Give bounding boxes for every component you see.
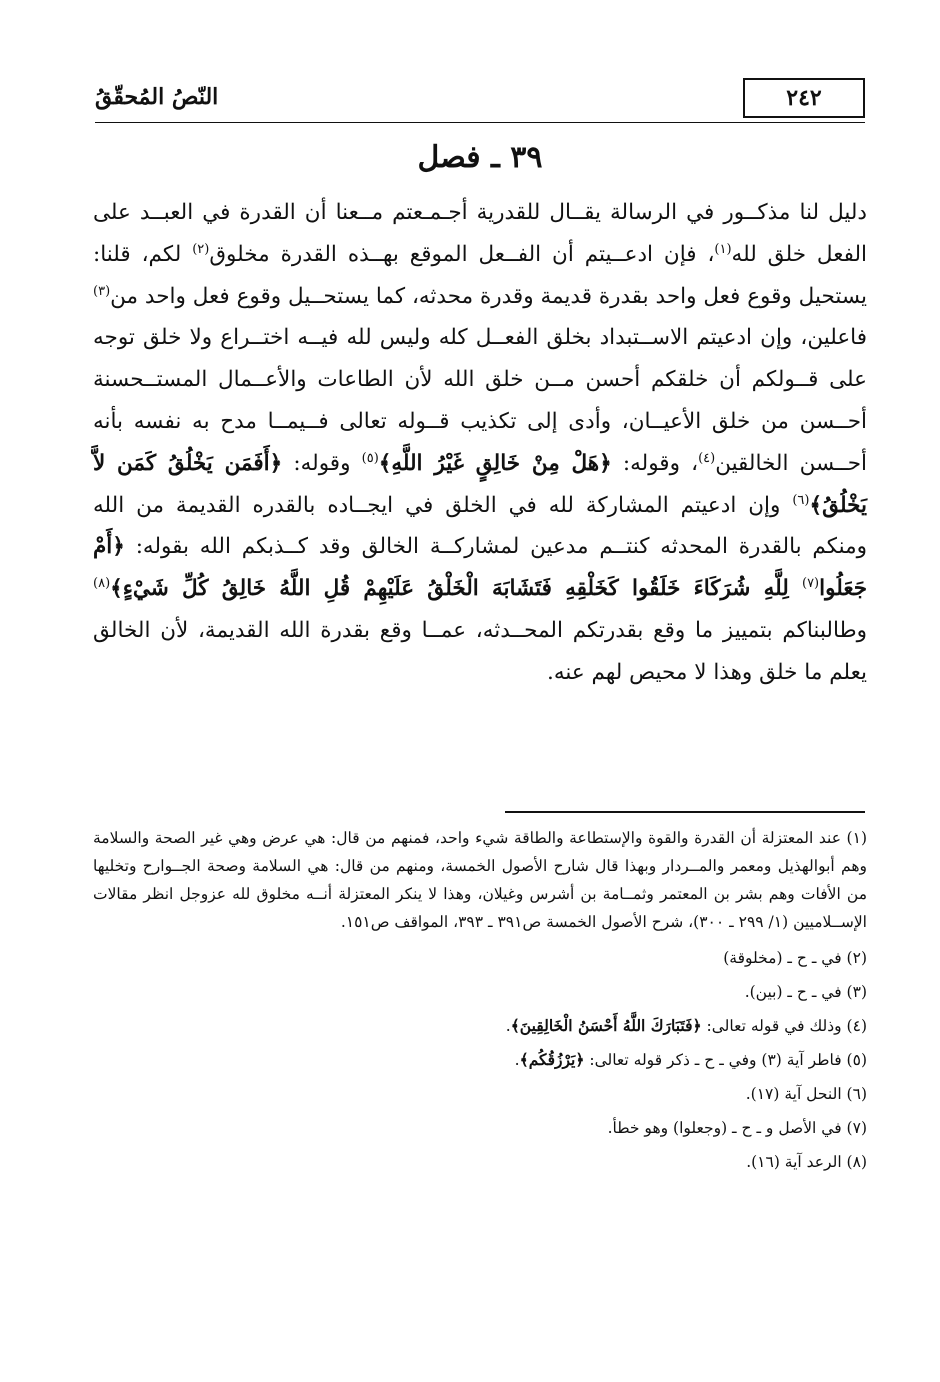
body-text: دليل لنا مذكــور في الرسالة يقــال للقدرية أجـمـعتم مــعنا أن القدرة في العبــد على الفعل خلق لله	[93, 200, 867, 267]
footnote-4	[93, 1012, 867, 1040]
footnote-6: (٦) النحل آية (١٧).	[745, 1085, 867, 1103]
footnote-ref: (٢)	[192, 241, 210, 257]
chapter-title: ٣٩ ـ فصل	[417, 140, 543, 175]
footnote-8: (٨) الرعد آية (١٦).	[746, 1153, 867, 1171]
running-title: النّصُ المُحقّقُ	[95, 84, 219, 110]
body-text: وطالبناكم بتمييز ما وقع بقدرتكم المحــدثه، عمــا وقع بقدرة الله القديمة، لأن الخالق يعلم ما خلق وهذا لا محيص لهم عنه.	[93, 617, 867, 685]
footnote-ref: (٦)	[792, 492, 810, 508]
footnote-ref: (٧)	[801, 576, 820, 592]
footnotes	[93, 824, 867, 1182]
footnote-7: (٧) في الأصل و ـ ح ـ (وجعلوا) وهو خطأ.	[607, 1119, 867, 1137]
footnote-ref: (٨)	[93, 576, 111, 592]
body-text: ، وقوله:	[611, 450, 699, 476]
quran-quote: ﴿أَفَمَن يَخْلُقُ كَمَن لاَّ يَخْلُقُ﴾	[93, 450, 867, 518]
body-paragraph	[93, 192, 867, 694]
footnote-3: (٣) في ـ ح ـ (بين).	[744, 983, 867, 1001]
body-text: وقوله:	[282, 450, 362, 476]
body-text: فاعلين، وإن ادعيتم الاســتبداد بخلق الفعــل كله وليس لله فيــه اختــراع ولا خلق توجه على قــولكم أن خلقكم أحسن مــن خلق الله لأن الطاعات والأعــمال المستــحسنة أحــسن من خلق الأعيــان، وأدى إلى تكذيب قــوله تعالى فــيمــا مدح به نفسه بأنه أحــسن الخالقين	[93, 325, 867, 476]
footnote-ref: (١)	[714, 241, 732, 257]
quran-quote: ﴿هَلْ مِنْ خَالِقٍ غَيْرُ اللَّهِ﴾	[378, 450, 612, 476]
quran-quote: ﴿أَمْ جَعَلُوا	[93, 534, 867, 602]
header-rule	[95, 122, 865, 123]
footnote-5	[93, 1046, 867, 1074]
footnote-text: (٥) فاطر آية (٣) وفي ـ ح ـ ذكر قوله تعالى:	[584, 1051, 867, 1069]
quran-quote: ﴿يَرْزُقُكُم﴾	[519, 1050, 585, 1069]
footnote-ref: (٣)	[93, 283, 111, 299]
body-text: لكم، قلنا: يستحيل وقوع فعل واحد بقدرة قديمة وقدرة محدثه، كما يستحــيل وقوع فعل واحد من	[93, 241, 867, 309]
quran-quote: ﴿فَتَبَارَكَ اللَّهُ أَحْسَنُ الْخَالِقِينَ﴾	[510, 1016, 702, 1035]
page-number: ٢٤٢	[743, 78, 865, 118]
footnote-2: (٢) في ـ ح ـ (مخلوقة)	[723, 949, 867, 967]
footnote-separator	[505, 811, 865, 813]
footnote-text: .	[505, 1017, 511, 1035]
footnote-text: (٤) وذلك في قوله تعالى:	[701, 1017, 867, 1035]
body-text: ، فإن ادعــيتم أن الفــعل الموقع بهــذه القدرة مخلوق	[209, 241, 715, 267]
running-head	[95, 78, 865, 126]
footnote-text: .	[514, 1051, 520, 1069]
quran-quote: لِلَّهِ شُرَكَاءَ خَلَقُوا كَخَلْقِهِ فَتَشَابَهَ الْخَلْقُ عَلَيْهِمْ قُلِ اللَّهُ خَالِقُ كُلِّ شَيْءٍ﴾	[110, 576, 802, 602]
body-text: وإن ادعيتم المشاركة لله في الخلق في ايجــاده بالقدره القديمة من الله ومنكم بالقدرة المحدثه كنتــم مدعين لمشاركــة الخالق وقد كــذبكم الله بقوله:	[93, 492, 867, 560]
footnote-ref: (٤)	[698, 450, 716, 466]
footnote-ref: (٥)	[361, 450, 379, 466]
footnote-1: (١) عند المعتزلة أن القدرة والقوة والإستطاعة والطاقة شيء واحد، فمنهم من قال: هي عرض وهي غير الصحة والسلامة وهم أبوالهذيل ومعمر والمــردار وبهذا قال شارح الأصول الخمسة، ومنهم من قال: هي السلامة وصحة الجــوارح وتخليها من الأفات وهم بشر بن المعتمر وثمــامة بن أشرس وغيلان، وهذا لا ينكر المعتزلة أنــه مخلوق لله عزوجل انظر مقالات الإســلاميين (١/ ٢٩٩ ـ ٣٠٠)، شرح الأصول الخمسة ص٣٩١ ـ ٣٩٣، المواقف ص١٥١.	[93, 829, 867, 931]
